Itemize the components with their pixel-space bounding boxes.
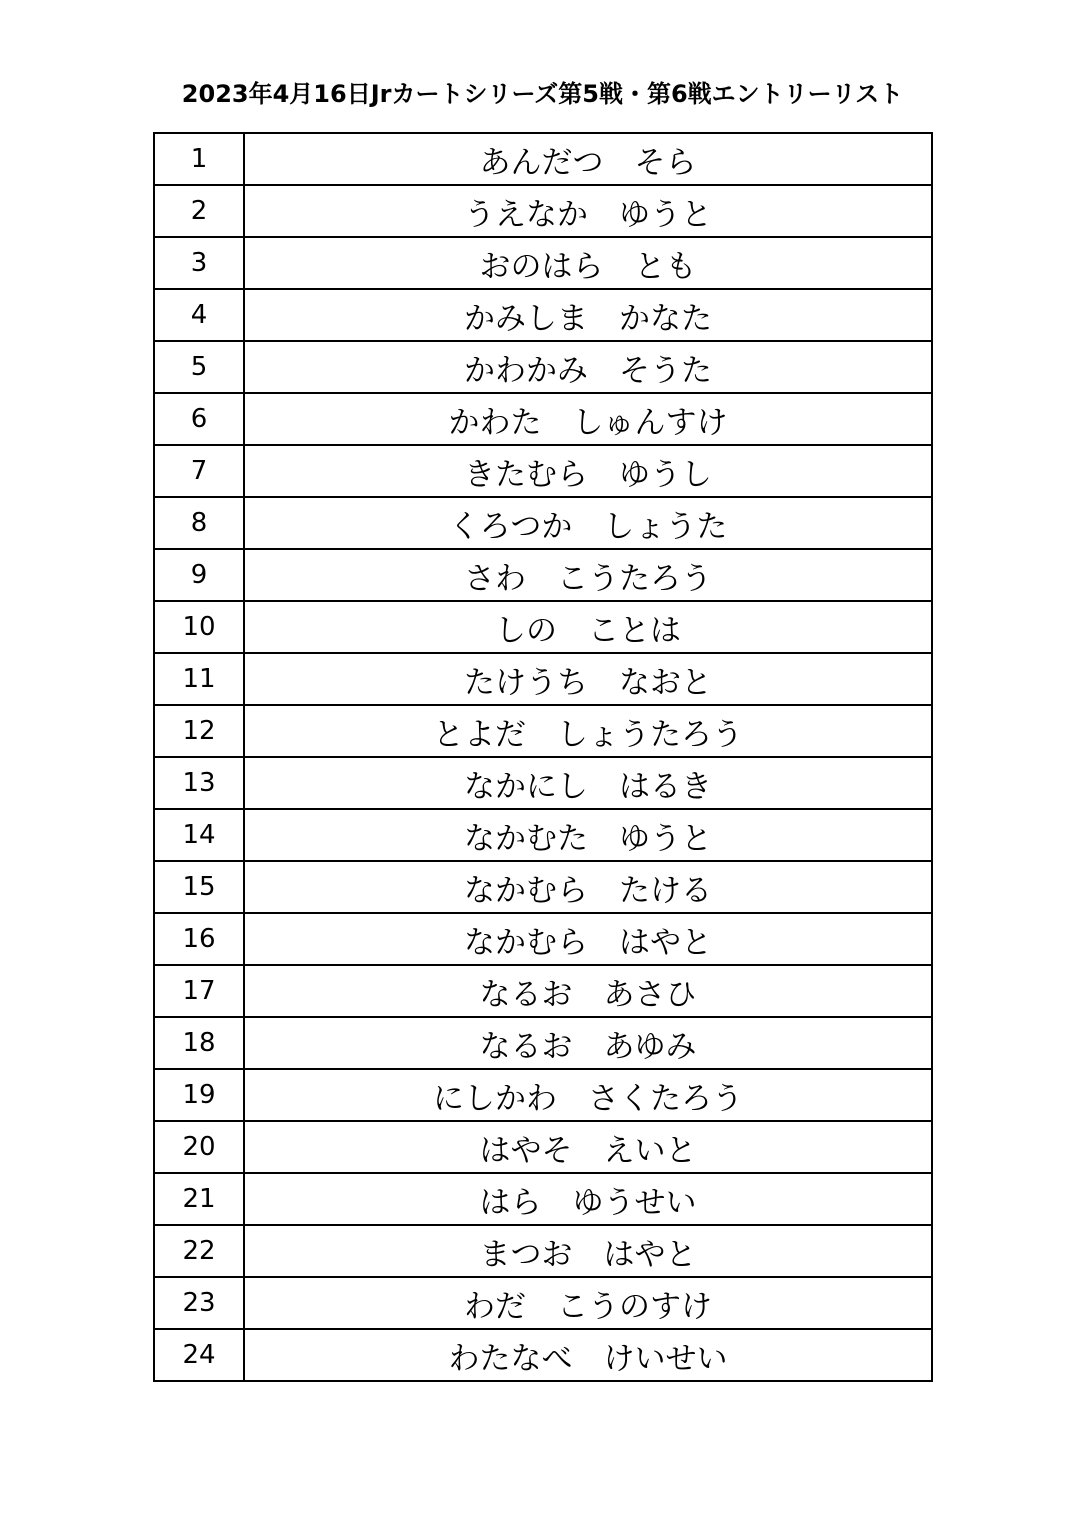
entry-name: さわ こうたろう — [244, 549, 932, 601]
entry-number: 10 — [154, 601, 244, 653]
table-row — [154, 913, 932, 965]
table-row — [154, 341, 932, 393]
entry-name: しの ことは — [244, 601, 932, 653]
entry-name: なかむら はやと — [244, 913, 932, 965]
entry-name: にしかわ さくたろう — [244, 1069, 932, 1121]
entry-number: 18 — [154, 1017, 244, 1069]
entry-number: 23 — [154, 1277, 244, 1329]
entry-name: とよだ しょうたろう — [244, 705, 932, 757]
table-row — [154, 497, 932, 549]
entry-name: かわた しゅんすけ — [244, 393, 932, 445]
entry-number: 21 — [154, 1173, 244, 1225]
entry-name: なかむた ゆうと — [244, 809, 932, 861]
page-title: 2023年4月16日Jrカートシリーズ第5戦・第6戦エントリーリスト — [181, 80, 904, 108]
entry-name: なかむら たける — [244, 861, 932, 913]
table-row — [154, 965, 932, 1017]
entry-name: うえなか ゆうと — [244, 185, 932, 237]
table-row — [154, 133, 932, 185]
table-row — [154, 653, 932, 705]
entry-table — [153, 132, 933, 1382]
entry-number: 7 — [154, 445, 244, 497]
table-row — [154, 809, 932, 861]
entry-name: わたなべ けいせい — [244, 1329, 932, 1381]
entry-number: 24 — [154, 1329, 244, 1381]
entry-number: 11 — [154, 653, 244, 705]
entry-name: はら ゆうせい — [244, 1173, 932, 1225]
entry-number: 14 — [154, 809, 244, 861]
entry-number: 20 — [154, 1121, 244, 1173]
entry-name: なかにし はるき — [244, 757, 932, 809]
table-row — [154, 1277, 932, 1329]
entry-number: 2 — [154, 185, 244, 237]
entry-name: なるお あさひ — [244, 965, 932, 1017]
entry-number: 9 — [154, 549, 244, 601]
entry-number: 22 — [154, 1225, 244, 1277]
entry-number: 6 — [154, 393, 244, 445]
entry-name: はやそ えいと — [244, 1121, 932, 1173]
table-row — [154, 1225, 932, 1277]
entry-name: かわかみ そうた — [244, 341, 932, 393]
entry-number: 3 — [154, 237, 244, 289]
entry-name: くろつか しょうた — [244, 497, 932, 549]
entry-number: 13 — [154, 757, 244, 809]
entry-number: 19 — [154, 1069, 244, 1121]
entry-name: おのはら とも — [244, 237, 932, 289]
table-row — [154, 393, 932, 445]
table-row — [154, 445, 932, 497]
entry-table-body — [154, 133, 932, 1381]
entry-name: あんだつ そら — [244, 133, 932, 185]
entry-number: 1 — [154, 133, 244, 185]
entry-name: きたむら ゆうし — [244, 445, 932, 497]
entry-number: 16 — [154, 913, 244, 965]
entry-number: 4 — [154, 289, 244, 341]
entry-number: 5 — [154, 341, 244, 393]
entry-name: まつお はやと — [244, 1225, 932, 1277]
entry-name: たけうち なおと — [244, 653, 932, 705]
entry-number: 8 — [154, 497, 244, 549]
table-row — [154, 1121, 932, 1173]
table-row — [154, 1329, 932, 1381]
entry-number: 17 — [154, 965, 244, 1017]
table-row — [154, 601, 932, 653]
table-row — [154, 289, 932, 341]
table-row — [154, 1069, 932, 1121]
table-row — [154, 1173, 932, 1225]
table-row — [154, 237, 932, 289]
table-row — [154, 705, 932, 757]
entry-name: なるお あゆみ — [244, 1017, 932, 1069]
table-row — [154, 757, 932, 809]
table-row — [154, 185, 932, 237]
table-row — [154, 549, 932, 601]
entry-name: わだ こうのすけ — [244, 1277, 932, 1329]
entry-number: 15 — [154, 861, 244, 913]
table-row — [154, 1017, 932, 1069]
table-row — [154, 861, 932, 913]
entry-number: 12 — [154, 705, 244, 757]
entry-name: かみしま かなた — [244, 289, 932, 341]
